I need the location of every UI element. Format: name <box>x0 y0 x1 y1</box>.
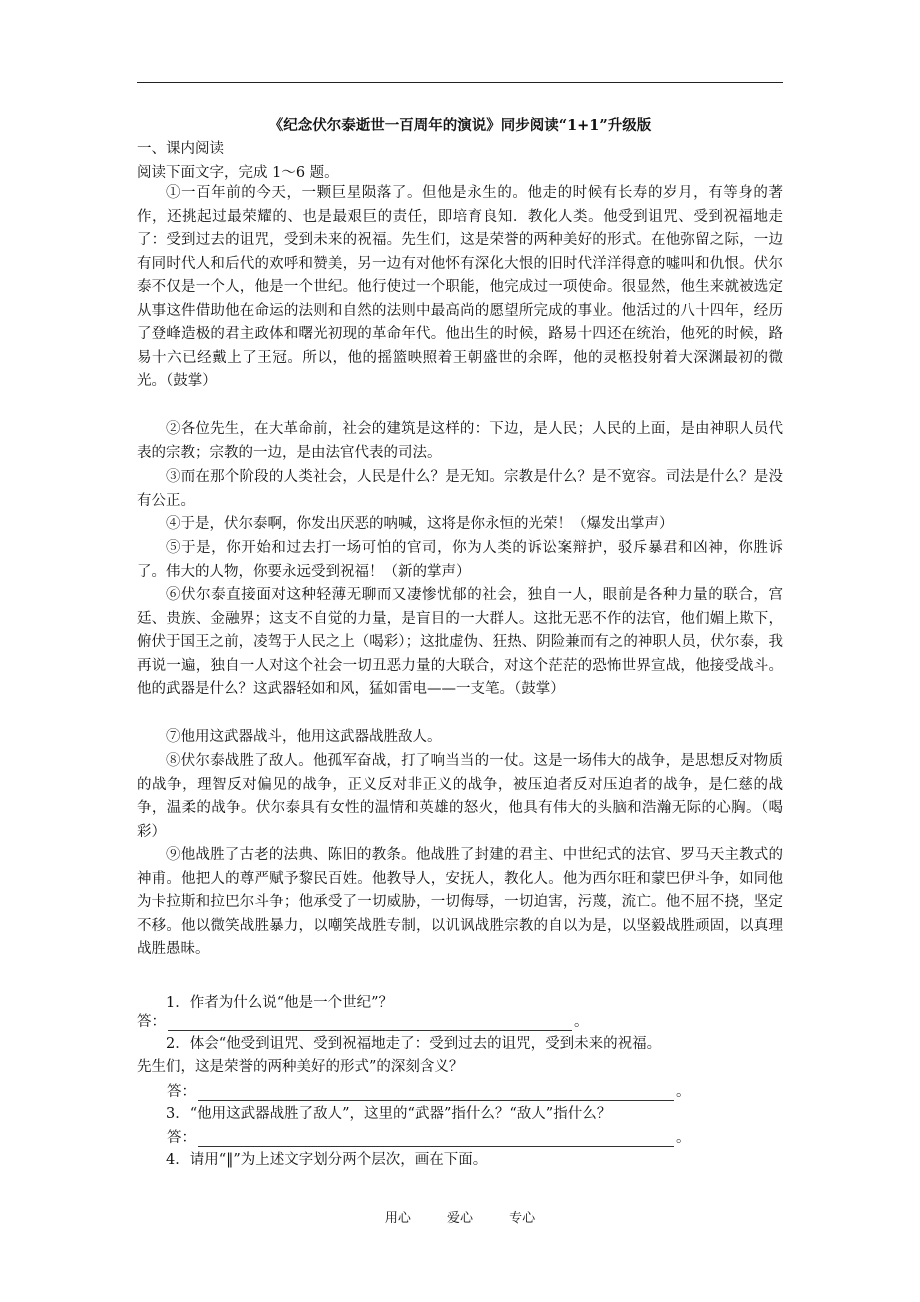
section-heading: 一、课内阅读 <box>137 141 224 157</box>
header-rule <box>137 82 783 83</box>
paragraph-7: ⑦他用这武器战斗，他用这武器战胜敌人。 <box>166 729 442 745</box>
answer-label: 答： <box>167 1130 196 1146</box>
answer-2 <box>167 1080 691 1101</box>
paragraph-6: ⑥伏尔泰直接面对这种轻薄无聊而又凄惨忧郁的社会，独自一人，眼前是各种力量的联合，宫廷、贵族、金融界；这支不自觉的力量，是盲目的一大群人。这批无恶不作的法官，他们媚上欺下，俯伏于国王之前，凌驾于人民之上（喝彩）；这批虚伪、狂热、阴险兼而有之的神职人员，伏尔泰，我再说一遍，独自一人对这个社会一切丑恶力量的大联合，对这个茫茫的恐怖世界宣战，他接受战斗。他的武器是什么？这武器轻如和风，猛如雷电——一支笔。（鼓掌） <box>137 587 783 697</box>
answer-label: 答： <box>167 1084 196 1100</box>
answer-period: 。 <box>676 1084 691 1100</box>
question-3: 3．“他用这武器战胜了敌人”，这里的“武器”指什么？“敌人”指什么？ <box>166 1106 612 1122</box>
question-2-line-1: 2．体会“他受到诅咒、受到祝福地走了：受到过去的诅咒，受到未来的祝福。 <box>166 1036 662 1052</box>
question-4: 4．请用“‖”为上述文字划分两个层次，画在下面。 <box>166 1152 488 1168</box>
answer-3-line[interactable] <box>198 1132 674 1147</box>
answer-1-line[interactable] <box>168 1016 572 1031</box>
paragraph-2: ②各位先生，在大革命前，社会的建筑是这样的：下边，是人民；人民的上面，是由神职人员代表的宗教；宗教的一边，是由法官代表的司法。 <box>137 421 783 461</box>
footer-text-2: 爱心 <box>446 1211 473 1226</box>
answer-label: 答： <box>137 1014 166 1030</box>
paragraph-5: ⑤于是，你开始和过去打一场可怕的官司，你为人类的诉讼案辩护，驳斥暴君和凶神，你胜诉了。伟大的人物，你要永远受到祝福！（新的掌声） <box>137 540 783 580</box>
footer-text-3: 专心 <box>509 1211 536 1226</box>
answer-2-line[interactable] <box>198 1086 674 1101</box>
paragraph-3: ③而在那个阶段的人类社会，人民是什么？是无知。宗教是什么？是不宽容。司法是什么？是没有公正。 <box>137 469 783 509</box>
answer-period: 。 <box>676 1130 691 1146</box>
answer-period: 。 <box>574 1014 589 1030</box>
footer-text-1: 用心 <box>384 1211 411 1226</box>
answer-3 <box>167 1126 691 1147</box>
question-2-line-2: 先生们，这是荣誉的两种美好的形式”的深刻含义？ <box>137 1059 464 1075</box>
paragraph-1: ①一百年前的今天，一颗巨星陨落了。但他是永生的。他走的时候有长寿的岁月，有等身的著作，还挑起过最荣耀的、也是最艰巨的责任，即培育良知．教化人类。他受到诅咒、受到祝福地走了：受到过去的诅咒，受到未来的祝福。先生们，这是荣誉的两种美好的形式。在他弥留之际，一边有同时代人和后代的欢呼和赞美，另一边有对他怀有深化大恨的旧时代洋洋得意的嘘叫和仇恨。伏尔泰不仅是一个人，他是一个世纪。他行使过一个职能，他完成过一项使命。很显然，他生来就被选定从事这件借助他在命运的法则和自然的法则中最高尚的愿望所完成的事业。他活过的八十四年，经历了登峰造极的君主政体和曙光初现的革命年代。他出生的时候，路易十四还在统治，他死的时候，路易十六已经戴上了王冠。所以，他的摇篮映照着王朝盛世的余晖，他的灵柩投射着大深渊最初的微光。（鼓掌） <box>137 185 783 389</box>
page-footer <box>0 1207 920 1226</box>
paragraph-4: ④于是，伏尔泰啊，你发出厌恶的呐喊，这将是你永恒的光荣！（爆发出掌声） <box>166 516 674 532</box>
instruction: 阅读下面文字，完成 1～6 题。 <box>137 165 339 181</box>
paragraph-9: ⑨他战胜了古老的法典、陈旧的教条。他战胜了封建的君主、中世纪式的法官、罗马天主教式的神甫。他把人的尊严赋予黎民百姓。他教导人，安抚人，教化人。他为西尔旺和蒙巴伊斗争，如同他为卡拉斯和拉巴尔斗争；他承受了一切威胁，一切侮辱，一切迫害，污蔑，流亡。他不屈不挠，坚定不移。他以微笑战胜暴力，以嘲笑战胜专制，以讥讽战胜宗教的自以为是，以坚毅战胜顽固，以真理战胜愚昧。 <box>137 847 783 957</box>
answer-1 <box>137 1010 589 1031</box>
paragraph-8: ⑧伏尔泰战胜了敌人。他孤军奋战，打了响当当的一仗。这是一场伟大的战争，是思想反对物质的战争，理智反对偏见的战争，正义反对非正义的战争，被压迫者反对压迫者的战争，是仁慈的战争，温柔的战争。伏尔泰具有女性的温情和英雄的怒火，他具有伟大的头脑和浩瀚无际的心胸。（喝彩） <box>137 753 783 840</box>
page-title: 《纪念伏尔泰逝世一百周年的演说》同步阅读“1+1”升级版 <box>268 117 652 134</box>
question-1: 1．作者为什么说“他是一个世纪”？ <box>166 995 394 1011</box>
